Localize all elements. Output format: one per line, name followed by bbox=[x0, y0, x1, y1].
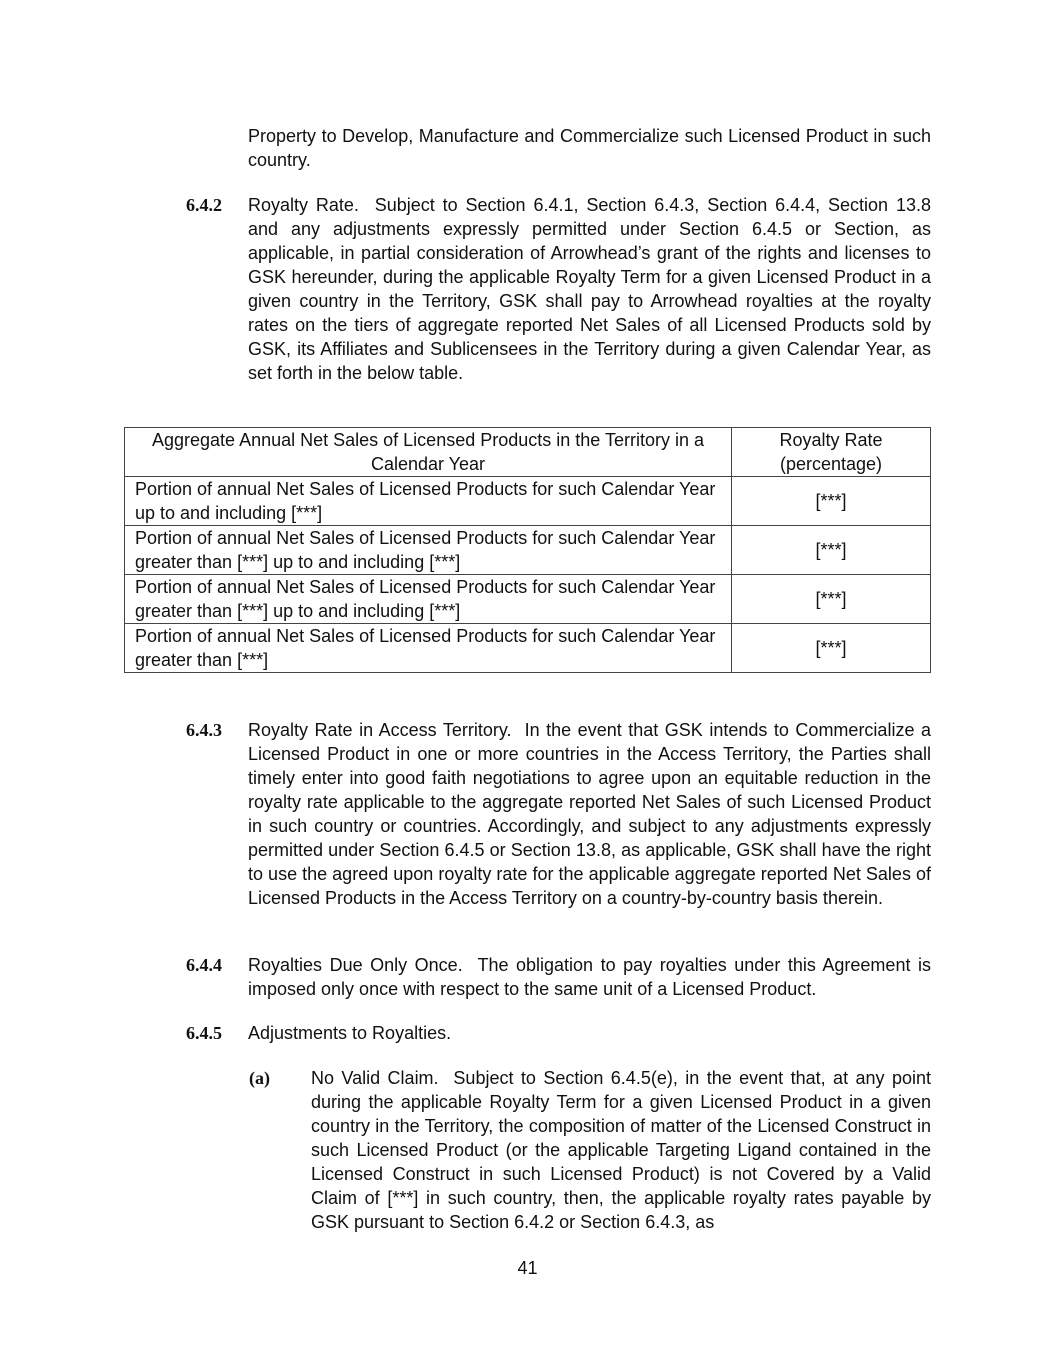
section-6-4-2-number: 6.4.2 bbox=[186, 195, 222, 215]
table-row bbox=[125, 624, 931, 673]
section-6-4-3-number: 6.4.3 bbox=[186, 720, 222, 740]
section-6-4-4-heading: Royalties Due Only Once. bbox=[248, 955, 463, 975]
subsection-a-text bbox=[311, 1066, 931, 1234]
tier-description: Portion of annual Net Sales of Licensed Products for such Calendar Year greater than [***] bbox=[125, 624, 732, 673]
table-header-row bbox=[125, 428, 931, 477]
tier-description: Portion of annual Net Sales of Licensed Products for such Calendar Year up to and including [***] bbox=[125, 477, 732, 526]
tier-rate: [***] bbox=[732, 575, 931, 624]
section-6-4-5-heading: Adjustments to Royalties. bbox=[248, 1023, 452, 1043]
section-6-4-2-body: Subject to Section 6.4.1, Section 6.4.3, Section 6.4.4, Section 13.8 and any adjustments expressly permitted under Section 6.4.5 or Section, as applicable, in partial consideration of Arrowhead’s grant of the rights and licenses to GSK hereunder, during the applicable Royalty Term for a given Licensed Product in a given country in the Territory, GSK shall pay to Arrowhead royalties at the royalty rates on the tiers of aggregate reported Net Sales of all Licensed Products sold by GSK, its Affiliates and Sublicensees in the Territory during a given Calendar Year, as set forth in the below table. bbox=[248, 195, 931, 383]
table-row bbox=[125, 575, 931, 624]
section-6-4-3 bbox=[248, 718, 931, 910]
table-row bbox=[125, 526, 931, 575]
table-header-royalty-rate: Royalty Rate (percentage) bbox=[732, 428, 931, 477]
section-6-4-5 bbox=[248, 1021, 931, 1045]
page-number: 41 bbox=[517, 1258, 538, 1278]
section-6-4-2-heading: Royalty Rate. bbox=[248, 195, 359, 215]
section-6-4-4-body: The obligation to pay royalties under this Agreement is imposed only once with respect to the same unit of a Licensed Product. bbox=[248, 955, 931, 999]
section-6-4-4 bbox=[248, 953, 931, 1001]
tier-rate: [***] bbox=[732, 526, 931, 575]
section-6-4-3-text bbox=[248, 718, 931, 910]
section-6-4-4-text bbox=[248, 953, 931, 1001]
tier-rate: [***] bbox=[732, 624, 931, 673]
section-6-4-3-body: In the event that GSK intends to Commercialize a Licensed Product in one or more countries in the Access Territory, the Parties shall timely enter into good faith negotiations to agree upon an equitable reduction in the royalty rate applicable to the aggregate reported Net Sales of such Licensed Product in such country or countries. Accordingly, and subject to any adjustments expressly permitted under Section 6.4.5 or Section 13.8, as applicable, GSK shall have the right to use the agreed upon royalty rate for the applicable aggregate reported Net Sales of Licensed Products in the Access Territory on a country-by-country basis therein. bbox=[248, 720, 931, 908]
subsection-a-number: (a) bbox=[249, 1068, 270, 1088]
section-6-4-4-number: 6.4.4 bbox=[186, 955, 222, 975]
table-row bbox=[125, 477, 931, 526]
tier-rate: [***] bbox=[732, 477, 931, 526]
royalty-rate-table bbox=[124, 427, 931, 673]
subsection-a-body: Subject to Section 6.4.5(e), in the event that, at any point during the applicable Royalty Term for a given Licensed Product in a given country in the Territory, the composition of matter of the Licensed Construct in such Licensed Product (or the applicable Targeting Ligand contained in the Licensed Construct in such Licensed Product) is not Covered by a Valid Claim of [***] in such country, then, the applicable royalty rates payable by GSK pursuant to Section 6.4.2 or Section 6.4.3, as bbox=[311, 1068, 931, 1232]
intro-text: Property to Develop, Manufacture and Commercialize such Licensed Product in such country. bbox=[248, 126, 931, 170]
section-6-4-5-number: 6.4.5 bbox=[186, 1023, 222, 1043]
table-header-net-sales: Aggregate Annual Net Sales of Licensed Products in the Territory in a Calendar Year bbox=[125, 428, 732, 477]
tier-description: Portion of annual Net Sales of Licensed Products for such Calendar Year greater than [***] up to and including [***] bbox=[125, 575, 732, 624]
tier-description: Portion of annual Net Sales of Licensed Products for such Calendar Year greater than [***] up to and including [***] bbox=[125, 526, 732, 575]
intro-paragraph bbox=[248, 124, 931, 172]
section-6-4-2-text bbox=[248, 193, 931, 385]
subsection-a-heading: No Valid Claim. bbox=[311, 1068, 439, 1088]
subsection-a bbox=[311, 1066, 931, 1234]
section-6-4-3-heading: Royalty Rate in Access Territory. bbox=[248, 720, 512, 740]
section-6-4-2 bbox=[248, 193, 931, 385]
